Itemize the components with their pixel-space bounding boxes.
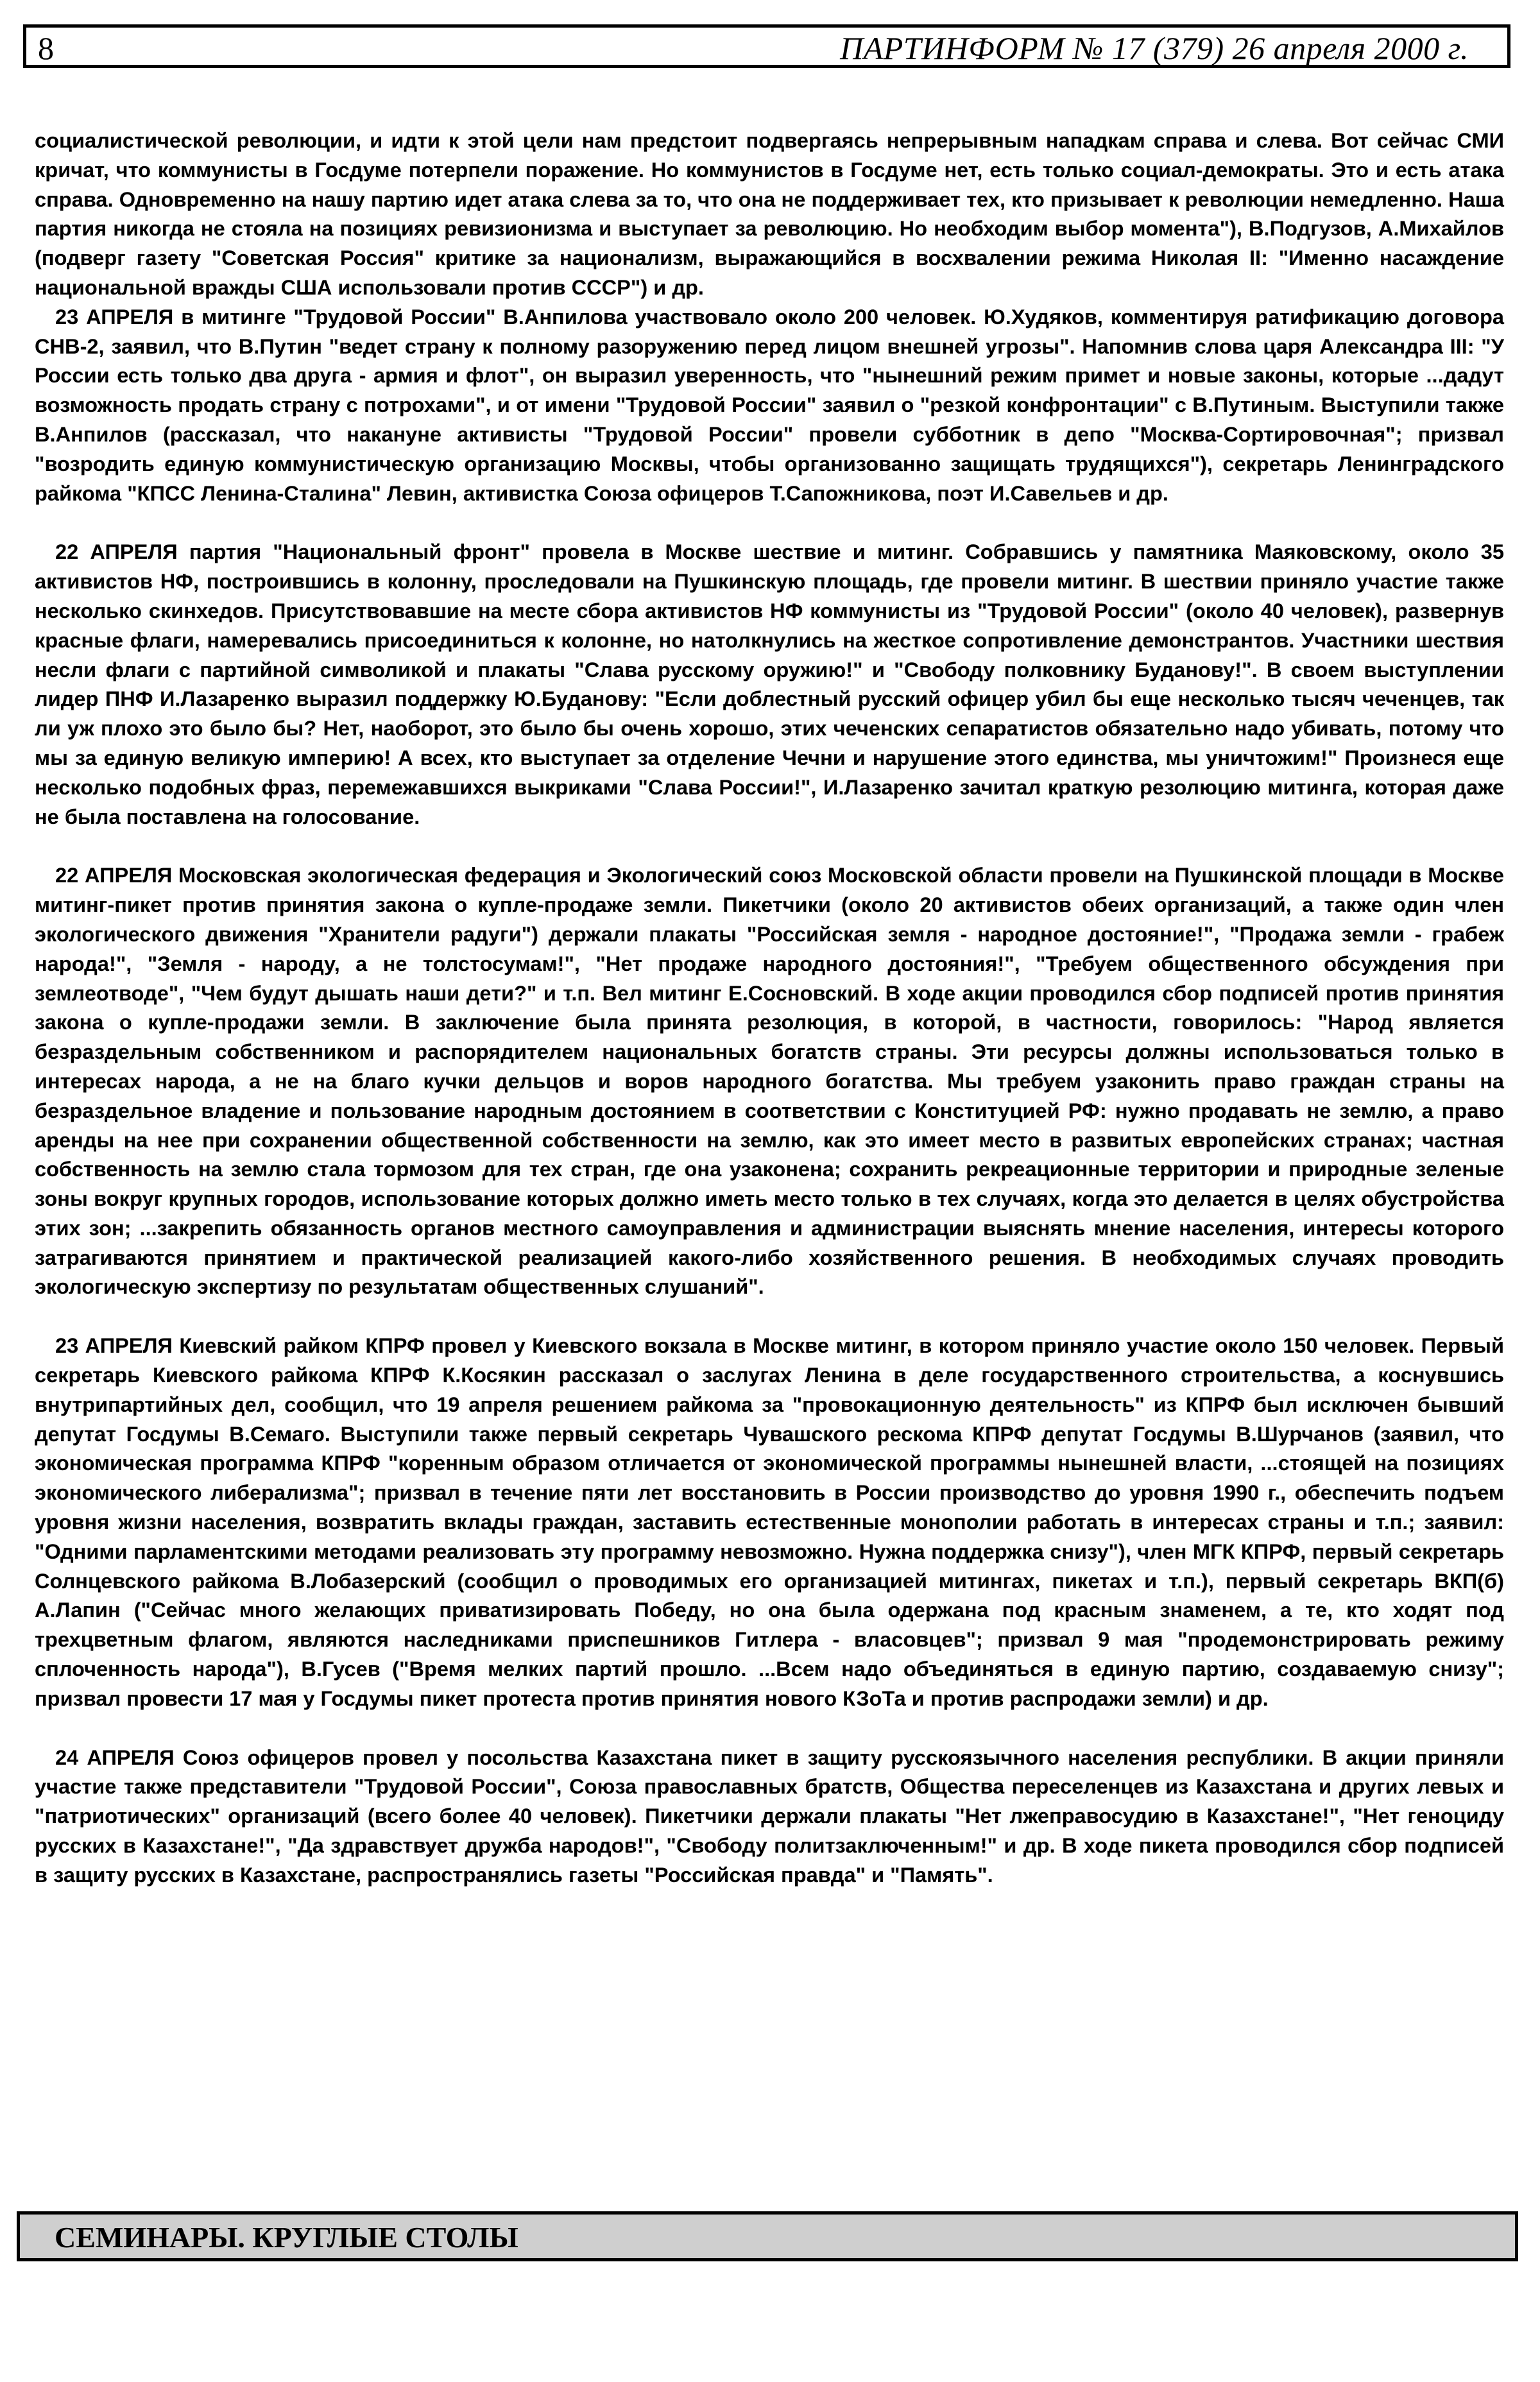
section-header — [17, 2211, 1518, 2261]
paragraph-april-23-kprf-kiev: 23 АПРЕЛЯ Киевский райком КПРФ провел у Киевского вокзала в Москве митинг, в котором приняло участие около 150 человек. Первый секретарь Киевского райкома КПРФ К.Косякин рассказал о заслугах Ленина в деле государственного строительства, а коснувшись внутрипартийных дел, сообщил, что 19 апреля решением райкома за "провокационную деятельность" из КПРФ был исключен бывший депутат Госдумы В.Семаго. Выступили также первый секретарь Чувашского рескома КПРФ депутат Госдумы В.Шурчанов (заявил, что экономическая программа КПРФ "коренным образом отличается от экономической программы нынешней власти, ...стоящей на позициях экономического либерализма"; призвал в течение пяти лет восстановить в России производство до уровня 1990 г., обеспечить подъем уровня жизни населения, возвратить вклады граждан, заставить естественные монополии работать в интересах страны и т.п.; заявил: "Одними парламентскими методами реализовать эту программу невозможно. Нужна поддержка снизу"), член МГК КПРФ, первый секретарь Солнцевского райкома В.Лобазерский (сообщил о проводимых его организацией митингах, пикетах и т.п.), первый секретарь ВКП(б) А.Лапин ("Сейчас много желающих приватизировать Победу, но она была одержана под красным знаменем, а те, кто ходят под трехцветным флагом, являются наследниками приспешников Гитлера - власовцев"; призвал 9 мая "продемонстрировать режиму сплоченность народа"), В.Гусев ("Время мелких партий прошло. ...Всем надо объединяться в единую партию, создаваемую снизу"; призвал провести 17 мая у Госдумы пикет протеста против принятия нового КЗоТа и против распродажи земли) и др. — [35, 1333, 1504, 1710]
article-body — [35, 126, 1504, 1890]
paragraph-april-23-labor-russia: 23 АПРЕЛЯ в митинге "Трудовой России" В.Анпилова участвовало около 200 человек. Ю.Худяков, комментируя ратификацию договора СНВ-2, заявил, что В.Путин "ведет страну к полному разоружению перед лицом внешней угрозы". Напомнив слова царя Александра III: "У России есть только два друга - армия и флот", он выразил уверенность, что "нынешний режим примет и новые законы, которые ...дадут возможность продать страну с потрохами", и от имени "Трудовой России" заявил о "резкой конфронтации" с В.Путиным. Выступили также В.Анпилов (рассказал, что накануне активисты "Трудовой России" провели субботник в депо "Москва-Сортировочная"; призвал "возродить единую коммунистическую организацию Москвы, чтобы организованно защищать трудящихся"), секретарь Ленинградского райкома "КПСС Ленина-Сталина" Левин, активистка Союза офицеров Т.Сапожникова, поэт И.Савельев и др. — [35, 304, 1504, 505]
newsletter-title: ПАРТИНФОРМ № 17 (379) 26 апреля 2000 г. — [840, 30, 1469, 66]
page-header — [23, 24, 1510, 68]
paragraph-april-24-officers-union: 24 АПРЕЛЯ Союз офицеров провел у посольства Казахстана пикет в защиту русскоязычного населения республики. В акции приняли участие также представители "Трудовой России", Союза православных братств, Общества переселенцев из Казахстана и других левых и "патриотических" организаций (всего более 40 человек). Пикетчики держали плакаты "Нет лжеправосудию в Казахстане!", "Нет геноциду русских в Казахстане!", "Да здравствует дружба народов!", "Свободу политзаключенным!" и др. В ходе пикета проводился сбор подписей в защиту русских в Казахстане, распространялись газеты "Российская правда" и "Память". — [35, 1745, 1504, 1887]
paragraph-continuation: социалистической революции, и идти к этой цели нам предстоит подвергаясь непрерывным нападкам справа и слева. Вот сейчас СМИ кричат, что коммунисты в Госдуме потерпели поражение. Но коммунистов в Госдуме нет, есть только социал-демократы. Это и есть атака справа. Одновременно на нашу партию идет атака слева за то, что она не поддерживает тех, кто призывает к революции немедленно. Наша партия никогда не стояла на позициях ревизионизма и выступает за революцию. Но необходим выбор момента"), В.Подгузов, А.Михайлов (подверг газету "Советская Россия" критике за национализм, выражающийся в восхвалении режима Николая II: "Именно насаждение национальной вражды США использовали против СССР") и др. — [35, 128, 1504, 299]
paragraph-april-22-national-front: 22 АПРЕЛЯ партия "Национальный фронт" провела в Москве шествие и митинг. Собравшись у памятника Маяковскому, около 35 активистов НФ, построившись в колонну, проследовали на Пушкинскую площадь, где провели митинг. В шествии приняло участие также несколько скинхедов. Присутствовавшие на месте сбора активистов НФ коммунисты из "Трудовой России" (около 40 человек), развернув красные флаги, намеревались присоединиться к колонне, но натолкнулись на жесткое сопротивление демонстрантов. Участники шествия несли флаги с партийной символикой и плакаты "Слава русскому оружию!" и "Свободу полковнику Буданову!". В своем выступлении лидер ПНФ И.Лазаренко выразил поддержку Ю.Буданову: "Если доблестный русский офицер убил бы еще несколько тысяч чеченцев, так ли уж плохо это было бы? Нет, наоборот, это было бы очень хорошо, этих чеченских сепаратистов обязательно надо убивать, потому что мы за единую великую империю! А всех, кто выступает за отделение Чечни и нарушение этого единства, мы уничтожим!" Произнеся еще несколько подобных фраз, перемежавшихся выкриками "Слава России!", И.Лазаренко зачитал краткую резолюцию митинга, которая даже не была поставлена на голосование. — [35, 540, 1504, 828]
section-title: СЕМИНАРЫ. КРУГЛЫЕ СТОЛЫ — [55, 2221, 518, 2254]
paragraph-april-22-ecology: 22 АПРЕЛЯ Московская экологическая федерация и Экологический союз Московской области провели на Пушкинской площади в Москве митинг-пикет против принятия закона о купле-продаже земли. Пикетчики (около 20 активистов обеих организаций, а также один член экологического движения "Хранители радуги") держали плакаты "Российская земля - народное достояние!", "Продажа земли - грабеж народа!", "Земля - народу, а не толстосумам!", "Нет продаже народного достояния!", "Требуем общественного обсуждения при землеотводе", "Чем будут дышать наши дети?" и т.п. Вел митинг Е.Сосновский. В ходе акции проводился сбор подписей против принятия закона о купле-продажи земли. В заключение была принята резолюция, в которой, в частности, говорилось: "Народ является безраздельным собственником и распорядителем национальных богатств страны. Эти ресурсы должны использоваться только в интересах народа, а не на благо кучки дельцов и воров народного богатства. Мы требуем узаконить право граждан страны на безраздельное владение и пользование народным достоянием в соответствии с Конституцией РФ: нужно продавать не землю, а право аренды на нее при сохранении общественной собственности на землю, как это имеет место в развитых европейских странах; частная собственность на землю стала тормозом для тех стран, где она узаконена; сохранить рекреационные территории и природные зеленые зоны вокруг крупных городов, использование которых должно иметь место только в тех случаях, когда это делается в целях обустройства этих зон; ...закрепить обязанность органов местного самоуправления и администрации выяснять мнение населения, интересы которого затрагиваются принятием и практической реализацией какого-либо хозяйственного решения. В необходимых случаях проводить экологическую экспертизу по результатам общественных слушаний". — [35, 863, 1504, 1299]
page-number: 8 — [38, 30, 54, 66]
